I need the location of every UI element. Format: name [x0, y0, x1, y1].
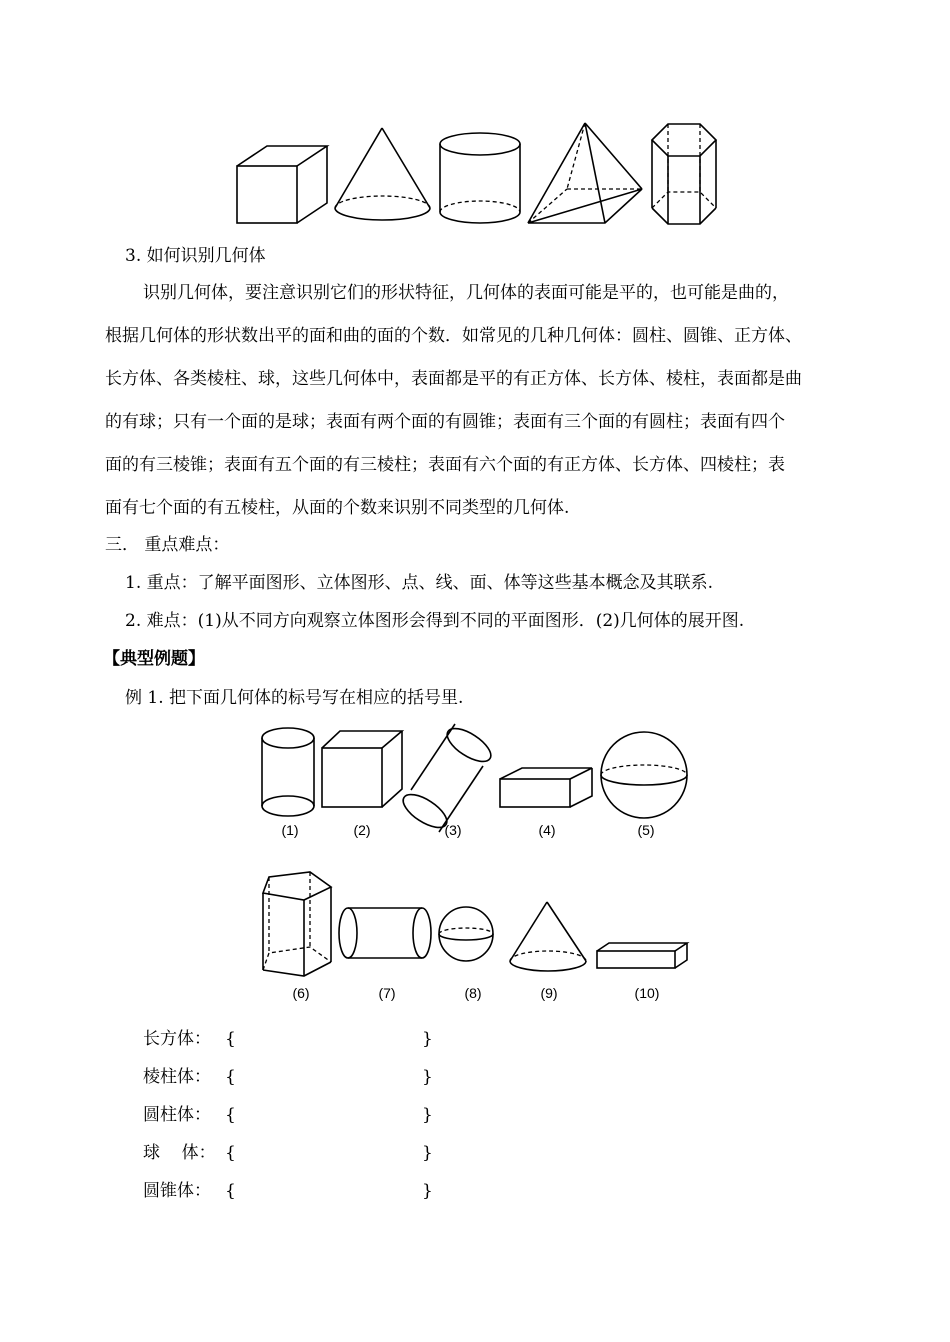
open-brace: { — [225, 1181, 236, 1201]
close-brace: } — [422, 1181, 433, 1201]
figure-label: (8) — [464, 985, 482, 1001]
figure-label: (9) — [540, 985, 558, 1001]
close-brace: } — [422, 1029, 433, 1049]
figure-label: (6) — [292, 985, 310, 1001]
paragraph-line: 根据几何体的形状数出平的面和曲的面的个数．如常见的几种几何体：圆柱、圆锥、正方体、 — [105, 326, 802, 346]
figure-6-pentagonal-prism — [263, 872, 331, 976]
figure-7-horizontal-cylinder — [339, 908, 431, 958]
close-brace: } — [422, 1067, 433, 1087]
examples-heading: 【典型例题】 — [103, 649, 205, 669]
answer-label: 圆锥体： — [143, 1181, 211, 1201]
figure-label: (10) — [634, 985, 660, 1001]
example-1-prompt: 例 1. 把下面几何体的标号写在相应的括号里. — [125, 688, 464, 708]
figure-label: (7) — [378, 985, 396, 1001]
figure-label: (5) — [637, 822, 655, 838]
open-brace: { — [225, 1067, 236, 1087]
paragraph-line: 面的有三棱锥；表面有五个面的有三棱柱；表面有六个面的有正方体、长方体、四棱柱；表 — [105, 455, 785, 475]
open-brace: { — [225, 1105, 236, 1125]
answer-label: 圆柱体： — [143, 1105, 211, 1125]
open-brace: { — [225, 1029, 236, 1049]
figure-10-flat-cuboid — [597, 943, 687, 968]
section-heading: 3. 如何识别几何体 — [125, 246, 266, 266]
paragraph-line: 识别几何体，要注意识别它们的形状特征，几何体的表面可能是平的，也可能是曲的， — [143, 283, 789, 303]
figure-8-sphere — [439, 907, 493, 961]
open-brace: { — [225, 1143, 236, 1163]
close-brace: } — [422, 1105, 433, 1125]
figure-label: (2) — [353, 822, 371, 838]
key-point-item: 1. 重点：了解平面图形、立体图形、点、线、面、体等这些基本概念及其联系. — [125, 573, 714, 593]
figure-9-cone — [510, 902, 586, 971]
answer-label: 球 体： — [143, 1143, 216, 1163]
difficult-point-item: 2. 难点：(1)从不同方向观察立体图形会得到不同的平面图形．(2)几何体的展开图. — [125, 611, 745, 631]
figure-label: (1) — [281, 822, 299, 838]
figure-label: (4) — [538, 822, 556, 838]
answer-label: 长方体： — [143, 1029, 211, 1049]
key-points-heading: 三． 重点难点： — [105, 535, 230, 555]
paragraph-line: 面有七个面的有五棱柱，从面的个数来识别不同类型的几何体. — [105, 498, 570, 518]
answer-label: 棱柱体： — [143, 1067, 211, 1087]
paragraph-line: 长方体、各类棱柱、球，这些几何体中，表面都是平的有正方体、长方体、棱柱，表面都是曲 — [105, 369, 802, 389]
close-brace: } — [422, 1143, 433, 1163]
figure-label: (3) — [444, 822, 462, 838]
paragraph-line: 的有球；只有一个面的是球；表面有两个面的有圆锥；表面有三个面的有圆柱；表面有四个 — [105, 412, 785, 432]
